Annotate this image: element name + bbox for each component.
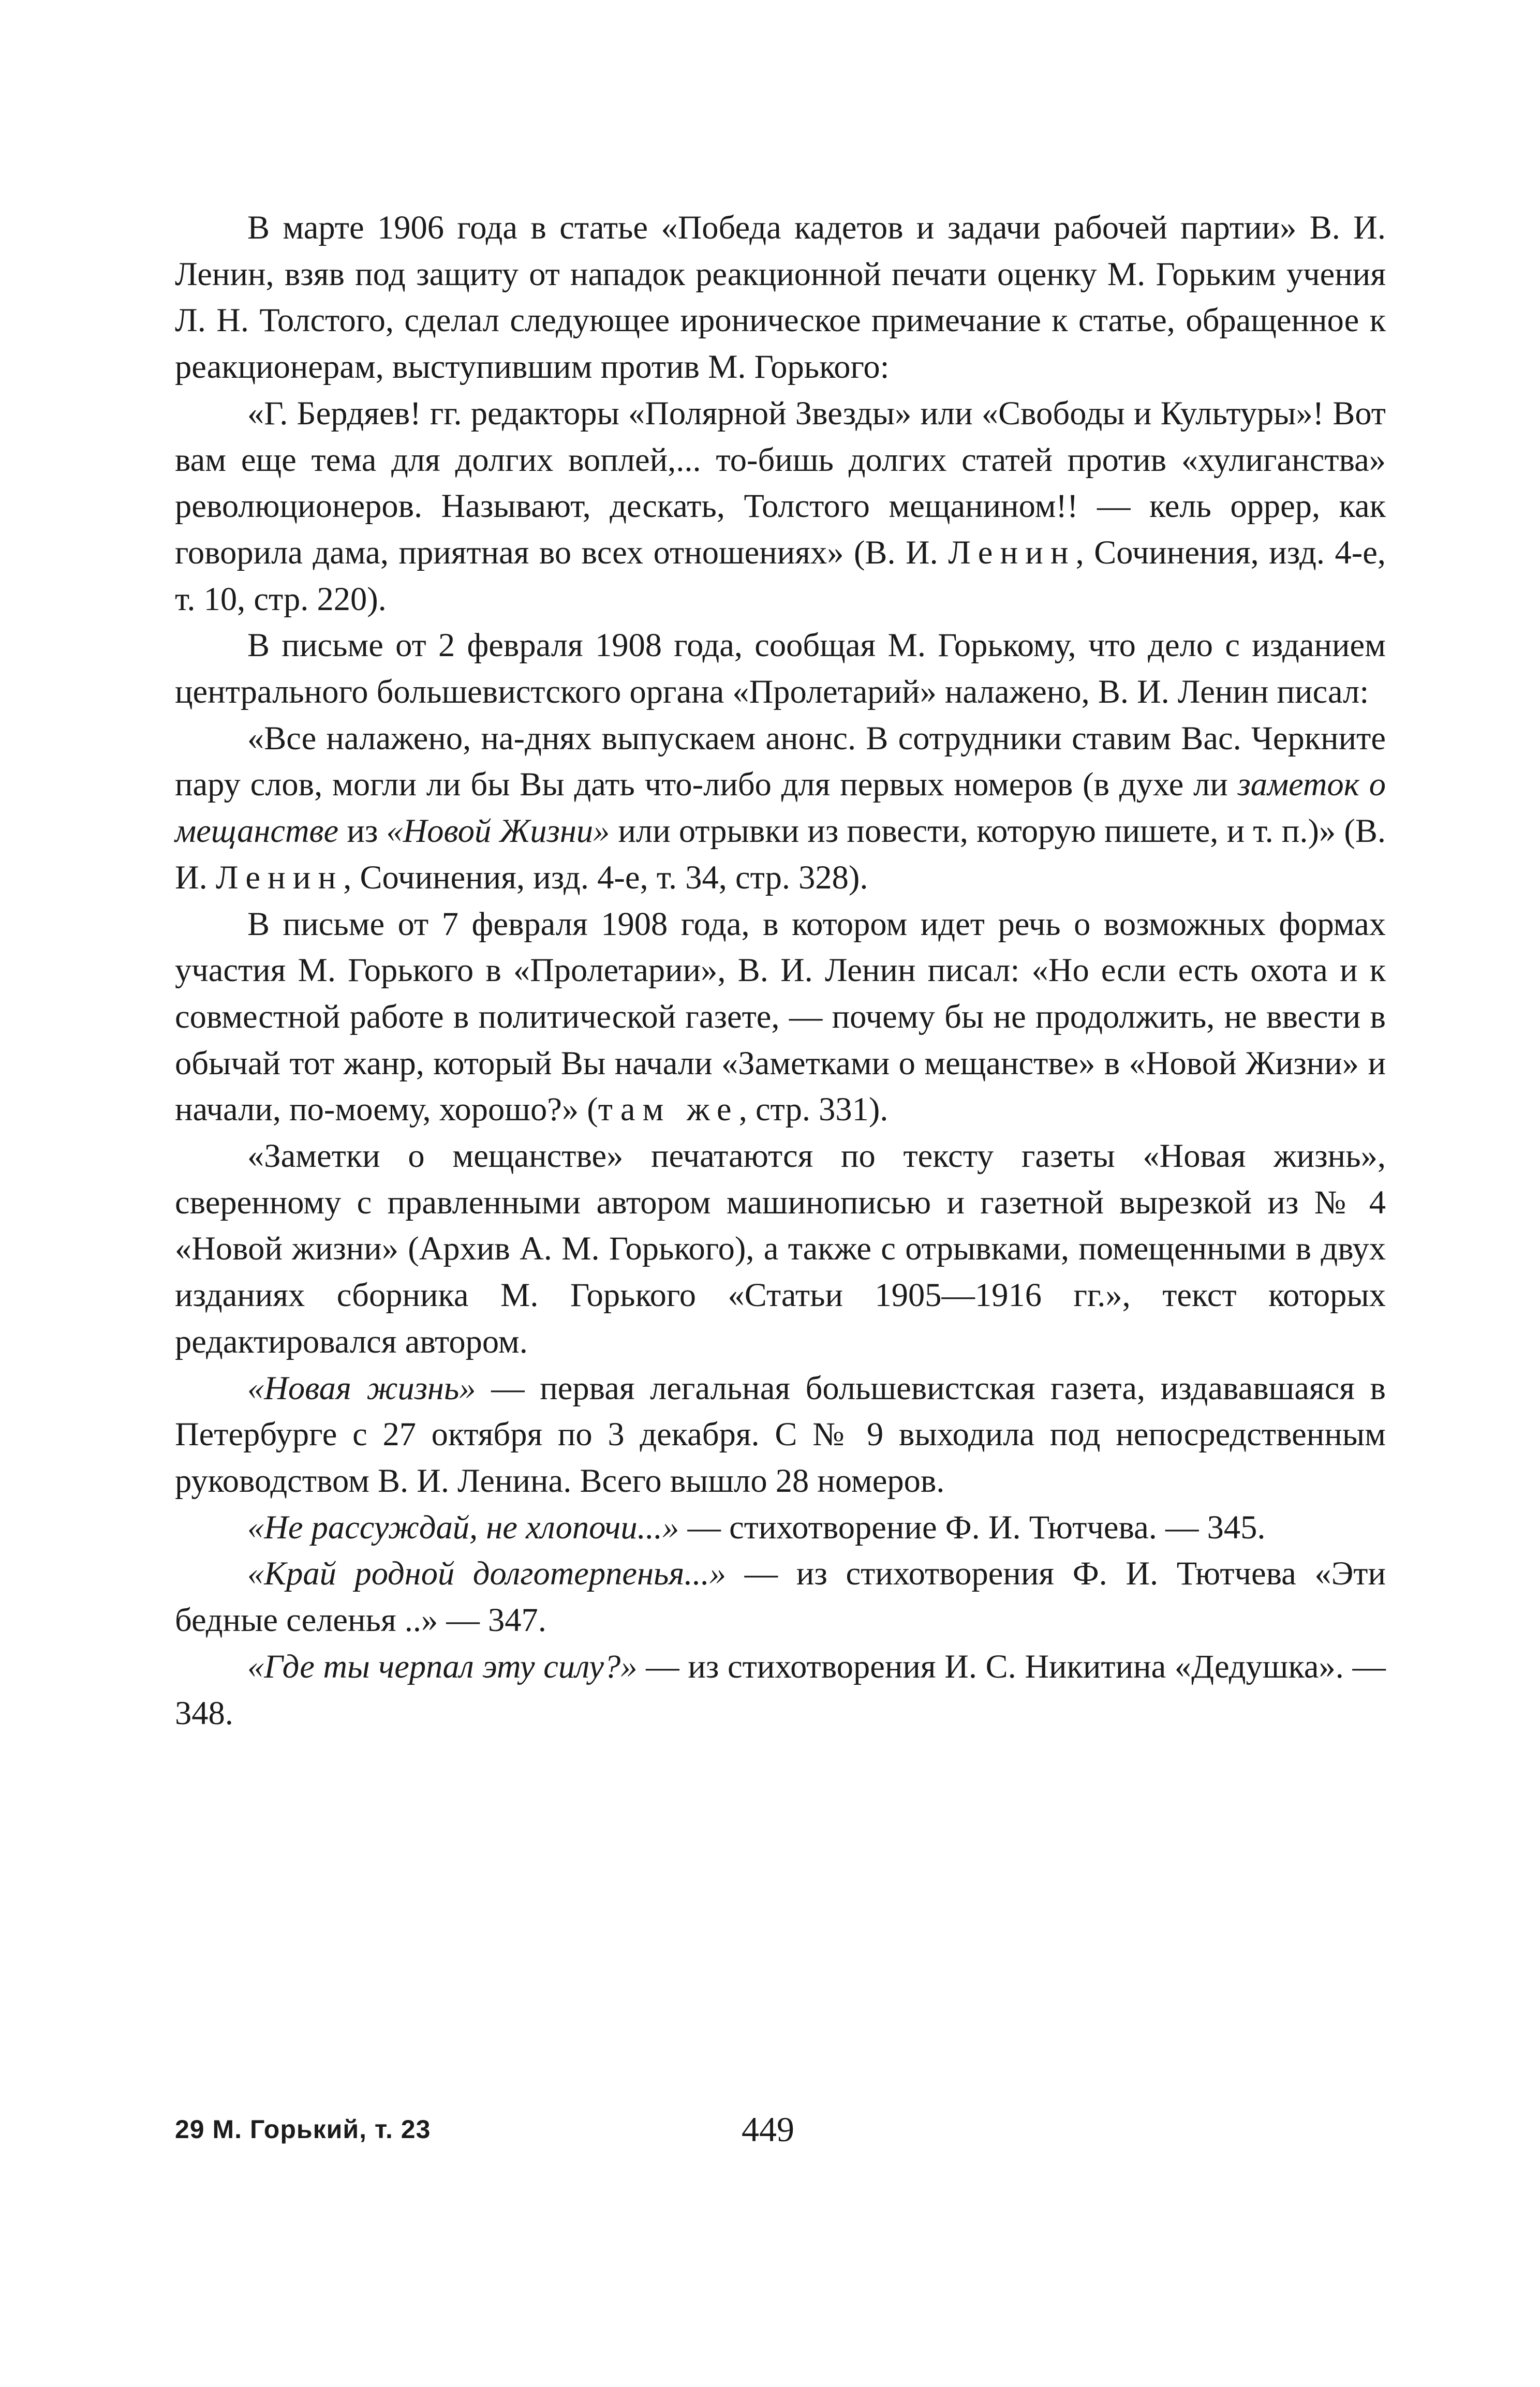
- paragraph: [175, 622, 1386, 715]
- text-run: , стр. 331).: [738, 1091, 889, 1128]
- notes-body: [175, 204, 1386, 1736]
- paragraph: [175, 1504, 1386, 1551]
- paragraph: [175, 1133, 1386, 1365]
- spaced-emphasis: Ленин: [215, 858, 344, 896]
- text-run: из: [338, 812, 387, 850]
- text-run: В письме от 2 февраля 1908 года, сообщая М. Горькому, что дело с изданием центрального большевистского органа «Пролетарий» налажено, В. И. Ленин писал:: [175, 627, 1386, 710]
- text-run: или отрывки из повести, которую пишете, и т. п.)» (В. И.: [175, 812, 1386, 896]
- italic-title: «Край родной долготерпенья...»: [247, 1555, 727, 1592]
- text-run: «Заметки о мещанстве» печатаются по тексту газеты «Новая жизнь», сверенному с правленными автором машинописью и газетной вырезкой из № 4 «Новой жизни» (Архив А. М. Горького), а также с отрывками, помещенными в двух изданиях сборника М. Горького «Статьи 1905—1916 гг.», текст которых редактировался автором.: [175, 1137, 1386, 1360]
- text-run: , Сочинения, изд. 4-е, т. 10, стр. 220).: [175, 533, 1386, 617]
- paragraph: [175, 1365, 1386, 1504]
- text-run: «Г. Бердяев! гг. редакторы «Полярной Звезды» или «Свободы и Культуры»! Вот вам еще тема для долгих воплей,... то-бишь долгих статей против «хулиганства» революционеров. Называют, дескать, Толстого мещанином!! — кель оррер, как говорила дама, приятная во всех отношениях» (В. И.: [175, 394, 1386, 571]
- text-run: — первая легальная большевистская газета, издававшаяся в Петербурге с 27 октября по 3 декабря. С № 9 выходила под непосредственным руководством В. И. Ленина. Всего вышло 28 номеров.: [175, 1369, 1386, 1499]
- paragraph: [175, 715, 1386, 901]
- text-run: В марте 1906 года в статье «Победа кадетов и задачи рабочей партии» В. И. Ленин, взяв под защиту от нападок реакционной печати оценку М. Горьким учения Л. Н. Толстого, сделал следующее ироническое примечание к статье, обращенное к реакционерам, выступившим против М. Горького:: [175, 209, 1386, 386]
- italic-title: заметок о мещанстве: [175, 766, 1386, 850]
- text-run: — из стихотворения Ф. И. Тютчева «Эти бедные селенья ..» — 347.: [175, 1555, 1386, 1639]
- paragraph: [175, 204, 1386, 390]
- text-run: — стихотворение Ф. И. Тютчева. — 345.: [679, 1508, 1266, 1546]
- text-run: — из стихотворения И. С. Никитина «Дедушка». — 348.: [175, 1648, 1386, 1731]
- text-run: , Сочинения, изд. 4-е, т. 34, стр. 328).: [343, 858, 868, 896]
- printer-signature: 29 М. Горький, т. 23: [175, 2115, 431, 2144]
- page-number: 449: [742, 2110, 794, 2149]
- paragraph: [175, 901, 1386, 1133]
- italic-title: «Новая жизнь»: [247, 1369, 476, 1406]
- italic-title: «Где ты черпал эту силу?»: [247, 1648, 638, 1685]
- italic-title: «Не рассуждай, не хлопочи...»: [247, 1508, 679, 1546]
- paragraph: [175, 390, 1386, 622]
- italic-title: «Новой Жизни»: [386, 812, 610, 850]
- spaced-emphasis: Ленин: [948, 533, 1076, 571]
- spaced-emphasis: там же: [598, 1091, 739, 1128]
- page-footer: [175, 2109, 1386, 2156]
- paragraph: [175, 1550, 1386, 1643]
- paragraph: [175, 1643, 1386, 1736]
- text-run: «Все налажено, на-днях выпускаем анонс. В сотрудники ставим Вас. Черкните пару слов, могли ли бы Вы дать что-либо для первых номеров (в духе ли: [175, 719, 1386, 803]
- text-run: В письме от 7 февраля 1908 года, в котором идет речь о возможных формах участия М. Горького в «Пролетарии», В. И. Ленин писал: «Но если есть охота и к совместной работе в политической газете, — почему бы не продолжить, не ввести в обычай тот жанр, который Вы начали «Заметками о мещанстве» в «Новой Жизни» и начали, по-моему, хорошо?» (: [175, 905, 1386, 1128]
